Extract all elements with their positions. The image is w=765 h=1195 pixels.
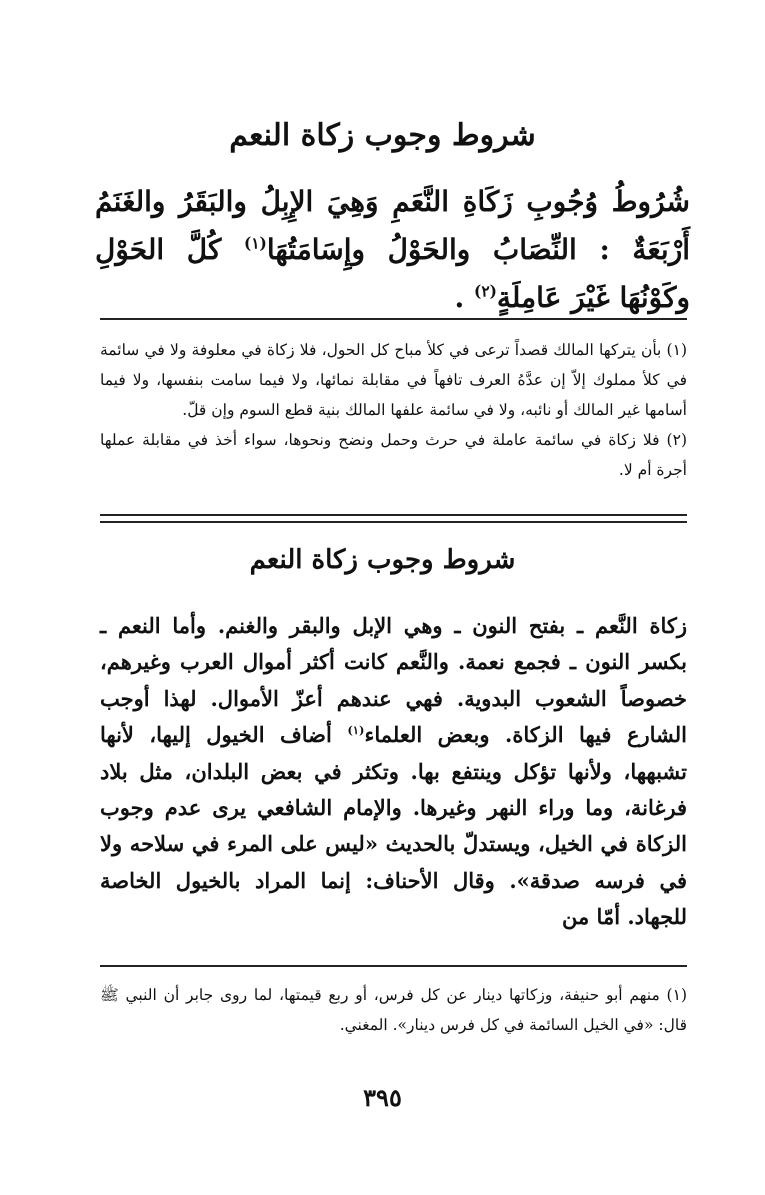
verse-text-part2: كُلَّ الحَوْلِ وكَوْنُهَا غَيْرَ عَامِلَةٍ: [95, 233, 690, 314]
section-divider-bottom: [100, 521, 687, 523]
commentary-title: شروط وجوب زكاة النعم: [249, 545, 516, 575]
commentary-body: [100, 608, 687, 936]
matn-verse: [95, 178, 690, 322]
footnotes-bottom: [100, 980, 687, 1040]
section-divider-top: [100, 514, 687, 516]
verse-text-end: .: [454, 281, 475, 314]
bottom-footnote-separator: [100, 965, 687, 967]
page-number: ٣٩٥: [363, 1083, 402, 1112]
footnote-1: (١) بأن يتركها المالك قصداً ترعى في كلأ مباح كل الحول، فلا زكاة في معلوفة ولا في سائمة في كلأ مملوك إلاّ إن عدَّهُ العرف تافهاً في مقابلة نمائها، ولا فيما سامت بنفسها، ولا فيما أسامها غير المالك أو نائبه، ولا في سائمة علفها المالك بنية قطع السوم وإن قلّ.: [100, 341, 687, 419]
footnote-separator: [100, 318, 687, 320]
footnotes-top: [100, 335, 687, 485]
page-title: شروط وجوب زكاة النعم: [229, 118, 536, 153]
bottom-footnote-1: (١) منهم أبو حنيفة، وزكاتها دينار عن كل فرس، أو ربع قيمتها، لما روى جابر أن النبي ﷺ قال: «في الخيل السائمة في كل فرس دينار». المغني.: [100, 986, 687, 1034]
verse-footnote-marker-2: (٢): [474, 282, 497, 301]
commentary-text-part1: زكاة النَّعم ـ بفتح النون ـ وهي الإبل والبقر والغنم. وأما النعم ـ بكسر النون ـ فجمع نعمة. والنَّعم كانت أكثر أموال العرب وغيرهم، خصوصاً الشعوب البدوية. فهي عندهم أعزّ الأموال. لهذا أوجب الشارع فيها الزكاة. وبعض العلماء: [100, 613, 687, 748]
footnote-2: (٢) فلا زكاة في سائمة عاملة في حرث وحمل ونضح ونحوها، سواء أخذ في مقابلة عملها أجرة أم لا.: [100, 431, 687, 479]
verse-text-part1: شُرُوطُ وُجُوبِ زَكَاةِ النَّعَمِ وَهِيَ الإِبِلُ والبَقَرُ والغَنَمُ أَرْبَعَةٌ : النِّصَابُ والحَوْلُ وإِسَامَتُهَا: [95, 185, 690, 266]
commentary-text-part2: أضاف الخيول إليها، لأنها تشبهها، ولأنها تؤكل وينتفع بها. وتكثر في بعض البلدان، مثل بلاد فرغانة، وما وراء النهر وغيرها. والإمام الشافعي يرى عدم وجوب الزكاة في الخيل، ويستدلّ بالحديث «ليس على المرء في سلاحه ولا في فرسه صدقة». وقال الأحناف: إنما المراد بالخيول الخاصة للجهاد. أمّا من: [100, 722, 687, 930]
verse-footnote-marker-1: (١): [243, 234, 267, 253]
commentary-footnote-marker: (١): [347, 723, 365, 738]
